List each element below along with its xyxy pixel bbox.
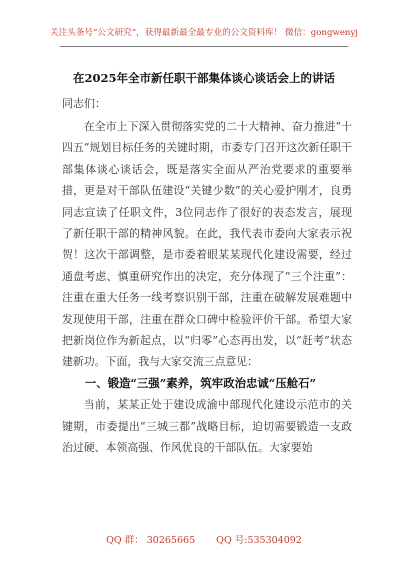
section-paragraph: 当前，某某正处于建设成渝中部现代化建设示范市的关键期，市委提出“三城三都”战略目标，迫切需要锻造一支政治过硬、本领高强、作风优良的干部队伍。大家要始: [62, 398, 352, 455]
footer-contact: [0, 532, 408, 546]
header-divider: [60, 46, 348, 47]
body-paragraph: 在全市上下深入贯彻落实党的二十大精神、奋力推进“十四五”规划目标任务的关键时期，市委专门召开这次新任职干部集体谈心谈话会，既是落实全面从严治党要求的重要举措，更是对干部队伍建设“关键少数”的关心爱护刚才，良勇同志宣读了任职文件，3位同志作了很好的表态发言，展现了新任职干部的精神风貌。在此，我代表市委向大家表示祝贺！这次干部调整，是市委着眼某某现代化建设需要，经过通盘考虑、慎重研究作出的决定，充分体现了“三个注重”：注重在重大任务一线考察识别干部，注重在破解发展难题中发现使用干部，注重在群众口碑中检验评价干部。希望大家把新岗位作为新起点，以“归零”心态再出发，以“赶考”状态建新功。下面，我与大家交流三点意见：: [62, 120, 352, 369]
header-banner: 关注头条号“公文研究”，获得最新最全最专业的公文资料库！ 微信：gongwenyj: [50, 28, 358, 38]
qq-group: QQ 群： 30265665: [106, 535, 196, 546]
document-title: 在2025年全市新任职干部集体谈心谈话会上的讲话: [72, 71, 335, 85]
qq-number: QQ 号:535304092: [216, 535, 302, 546]
section-heading: 一、锻造“三强”素养，筑牢政治忠诚“压舱石”: [84, 375, 317, 390]
document-body: [62, 116, 352, 459]
salutation: 同志们：: [62, 97, 106, 110]
